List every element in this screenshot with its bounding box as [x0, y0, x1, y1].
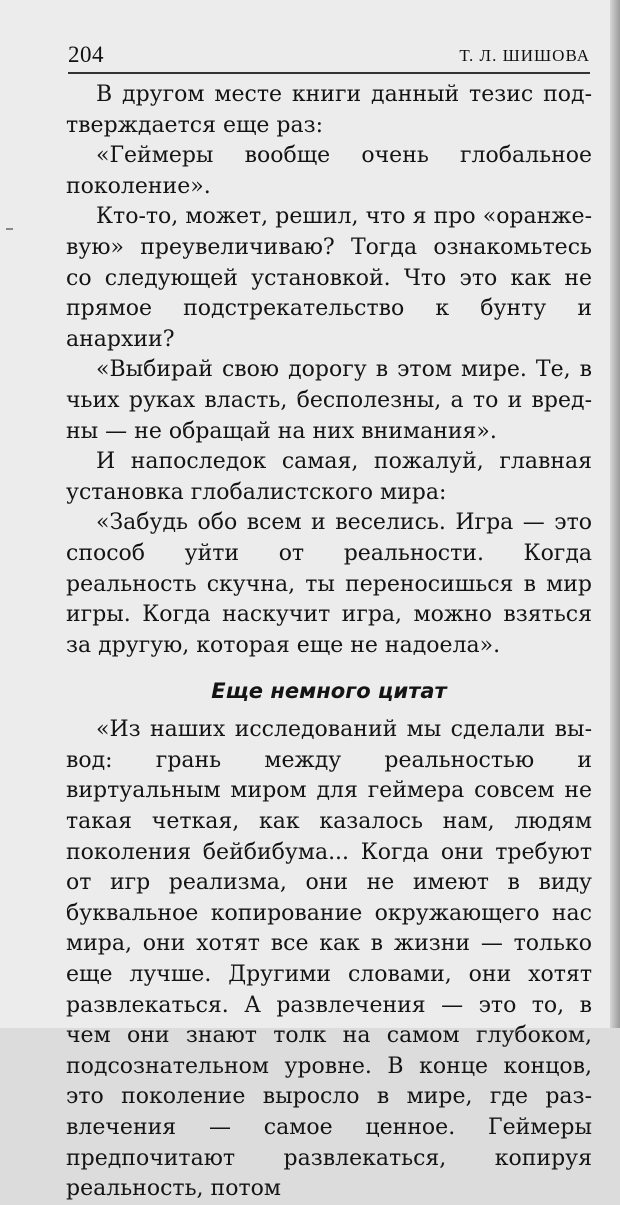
page-number: 204: [68, 42, 104, 67]
body-text: [66, 80, 592, 1205]
quote-paragraph: «Из наших исследований мы сделали вывод: грань между реальностью и виртуальным миром для геймера совсем не такая четкая, как казалось нам, людям поколения бейбибума... Когда они требуют от игр реализма, они не имеют в виду буквальное копирование окружающего нас мира, они хотят все как в жизни — только еще лучше. Другими словами, они хотят развлекаться. А развлечения — это то, в чем они знают толк на самом глубоком, подсознательном уровне. В конце концов, это поколение выросло в мире, где развлечения — самое ценное. Геймеры предпочитают развлекаться, копируя реальность, потом: [66, 717, 592, 1202]
quote-paragraph: «Выбирай свою дорогу в этом мире. Те, в чьих руках власть, бесполезны, а то и вредны — не обращай на них внимания».: [66, 357, 592, 444]
running-head-author: Т. Л. ШИШОВА: [459, 46, 590, 65]
quote-paragraph: «Геймеры вообще очень глобальное поколение».: [66, 143, 592, 199]
margin-mark: [6, 228, 13, 230]
header-rule: [68, 72, 590, 74]
paragraph: В другом месте книги данный тезис подтверждается еще раз:: [66, 82, 592, 138]
page-header: [68, 38, 590, 72]
section-heading: Еще немного цитат: [211, 679, 447, 704]
quote-paragraph: «Забудь обо всем и веселись. Игра — это способ уйти от реальности. Когда реальность скучна, ты переносишься в мир игры. Когда наскучит игра, можно взяться за другую, которая еще не надоела».: [66, 510, 592, 658]
paragraph: Кто-то, может, решил, что я про «оранжевую» преувеличиваю? Тогда ознакомьтесь со следующей установкой. Что это как не прямое подстрекательство к бунту и анархии?: [66, 204, 592, 352]
paragraph: И напоследок самая, пожалуй, главная установка глобалистского мира:: [66, 449, 592, 505]
page-edge-shadow: [610, 0, 620, 1028]
